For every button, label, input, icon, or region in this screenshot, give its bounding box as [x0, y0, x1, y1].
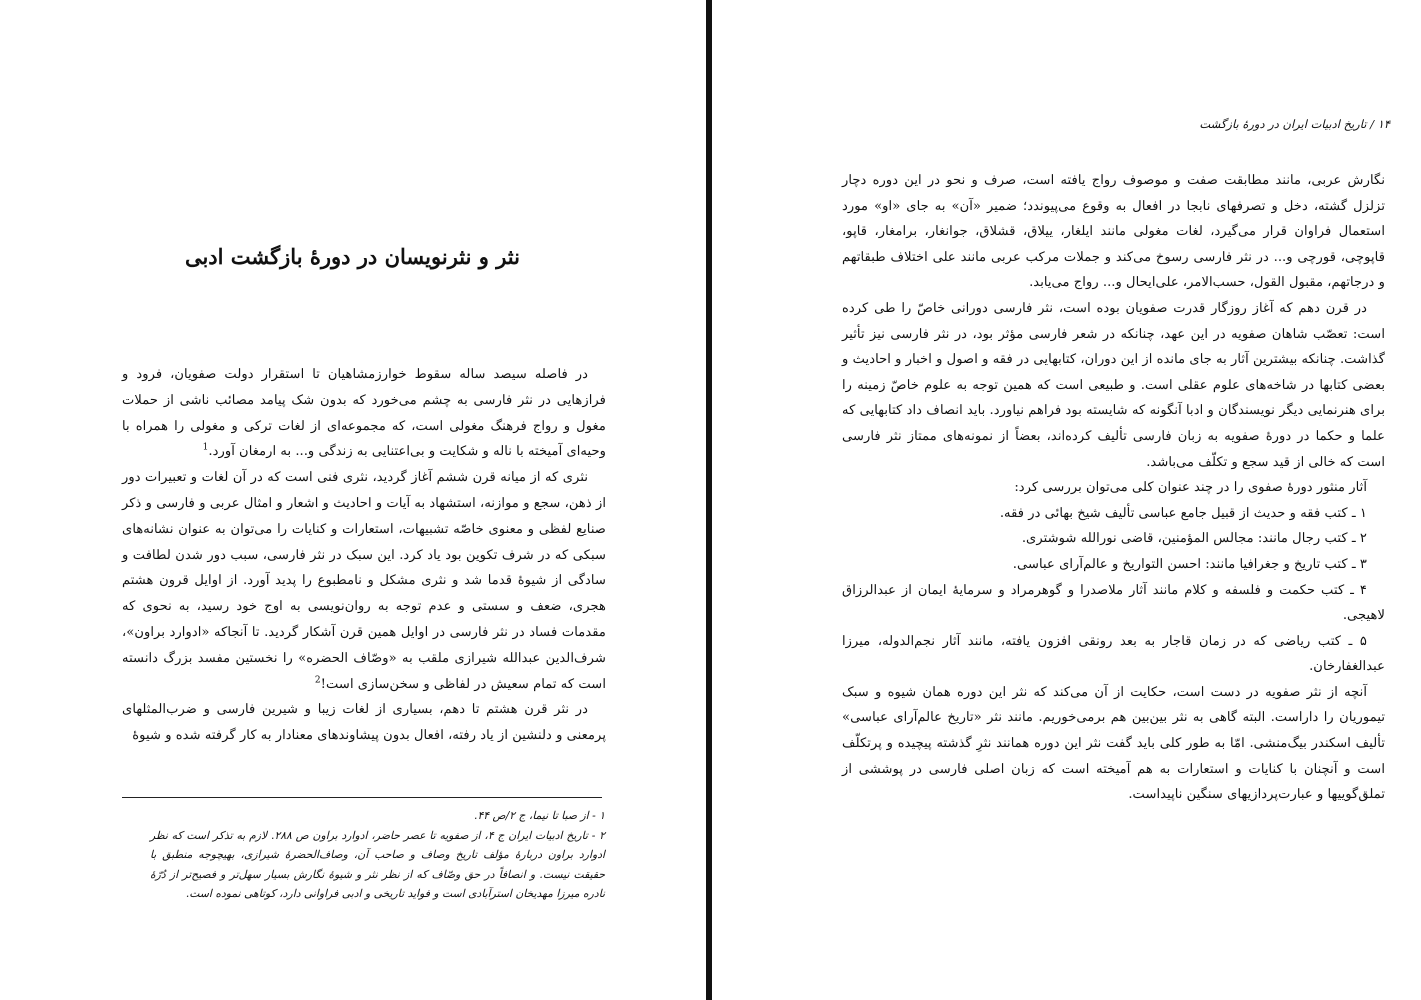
paragraph: نثری که از میانه قرن ششم آغاز گردید، نثری فنی است که در آن لغات و تعبیرات دور از ذهن، سجع و موازنه، استشهاد به آیات و احادیث و اشعار و امثال عربی و فارسی و ذکر صنایع لفظی و معنوی خاصّه تشبیهات، استعارات و کنایات را می‌توان به عنوان نشانه‌های سبکی که در شرف تکوین بود یاد کرد. این سبک در نثر فارسی، سبب دور شدن لطافت و سادگی از شیوهٔ قدما شد و نثری مشکل و نامطبوع را پدید آورد. از اوایل قرون هشتم هجری، ضعف و سستی و عدم توجه به روان‌نویسی به اوج خود رسید، به نحوی که مقدمات فساد در نثر فارسی در اوایل همین قرن آشکار گردید. تا آنجاکه «ادوارد براون»، شرف‌الدین عبدالله شیرازی ملقب به «وصّاف الحضره» را نخستین مفسد بزرگ دانسته است که تمام سعیش در لفاظی و سخن‌سازی است!$^2$ — [122, 470, 606, 692]
footnote-ref[interactable]: 2 — [314, 675, 321, 686]
footnote-ref[interactable]: 1 — [202, 443, 209, 453]
right-body-text — [842, 168, 1385, 808]
paragraph: آنچه از نثر صفویه در دست است، حکایت از آن می‌کند که نثر این دوره همان شیوه و سبک تیموریان را داراست. البته گاهی به نثر بین‌بین هم برمی‌خوریم. مانند نثر «تاریخ عالم‌آرای عباسی» تألیف اسکندر بیگ‌منشی. امّا به طور کلی باید گفت نثر این دوره همانند نثرِ گذشته پیچیده و پرتکلّف است و آنچنان با کنایات و استعارات به هم آمیخته است که زبان اصلی فارسی در پوششی از تملق‌گوییها و عبارت‌پردازیهای سنگین ناپیداست. — [842, 684, 1385, 803]
left-page — [0, 0, 706, 1000]
chapter-title: نثر و نثرنویسان در دورهٔ بازگشت ادبی — [184, 244, 520, 269]
list-item: ۵ ـ کتب ریاضی که در زمان قاجار به بعد رونقی افزون یافته، مانند آثار نجم‌الدوله، میرزا عبدالغفارخان. — [842, 633, 1385, 675]
footnote: ۲ - تاریخ ادبیات ایران ج ۴، از صفویه تا عصر حاضر، ادوارد براون ص ۲۸۸. لازم به تذکر است که نظر ادوارد براون دربارهٔ مؤلف تاریخ وصاف و صاحب آن، وصاف‌الحضرهٔ شیرازی، بهیچوجه منطبق با حقیقت نیست. و انصافاً در حق وصّاف که از نظر نثر و شیوهٔ نگارش بسیار سهل‌تر و فصیح‌تر از دُرّهٔ نادره میرزا مهدیخان استرآبادی است و فواید تاریخی و ادبی فراوانی دارد، کوتاهی نموده است. — [150, 828, 605, 901]
paragraph: در قرن دهم که آغاز روزگار قدرت صفویان بوده است، نثر فارسی دورانی خاصّ را طی کرده است: تعصّب شاهان صفویه در این عهد، چنانکه در شعر فارسی مؤثر بود، در نثر فارسی نیز تأثیر گذاشت. چنانکه بیشترین آثار به جای مانده از این دوران، کتابهایی در فقه و اصول و اخبار و احادیث و بعضی کتابها در شاخه‌های علوم عقلی است. و طبیعی است که همین توجه به علوم خاصّ زمینه را برای هنرنمایی دیگر نویسندگان و ادبا آنگونه که شایسته بود فراهم نیاورد. باید انصاف داد کتابهایی که علما و حکما در دورهٔ صفویه به زبان فارسی تألیف کرده‌اند، بعضاً از نمونه‌های ممتاز نثر فارسی است که خالی از قید سجع و تکلّف می‌باشد. — [842, 300, 1385, 470]
list-item: ۱ ـ کتب فقه و حدیث از قبیل جامع عباسی تألیف شیخ بهائی در فقه. — [999, 505, 1367, 521]
paragraph: آثار منثور دورهٔ صفوی را در چند عنوان کلی می‌توان بررسی کرد: — [1014, 480, 1367, 496]
list-item: ۳ ـ کتب تاریخ و جغرافیا مانند: احسن التواریخ و عالم‌آرای عباسی. — [1012, 556, 1367, 572]
paragraph: در نثر قرن هشتم تا دهم، بسیاری از لغات زیبا و شیرین فارسی و ضرب‌المثلهای پرمعنی و دلنشین از یاد رفته، افعال بدون پیشاوندهای معنادار به کار گرفته شده و شیوهٔ — [122, 702, 606, 744]
footnote-divider — [122, 797, 602, 798]
footnotes — [150, 806, 605, 904]
running-head: ۱۴ / تاریخ ادبیات ایران در دورهٔ بازگشت — [1199, 117, 1390, 131]
right-page — [712, 0, 1421, 1000]
footnote: ۱ - از صبا تا نیما، ج ۲/ص ۴۴. — [474, 809, 605, 822]
left-body-text — [122, 362, 606, 749]
list-item: ۴ ـ کتب حکمت و فلسفه و کلام مانند آثار ملاصدرا و گوهرمراد و سرمایهٔ ایمان از عبدالرزاق لاهیجی. — [842, 582, 1385, 624]
paragraph: نگارش عربی، مانند مطابقت صفت و موصوف رواج یافته است، صرف و نحو در این دوره دچار تزلزل گشته، دخل و تصرفهای نابجا در افعال به وقوع می‌پیوندد؛ ضمیر «آن» به جای «او» مورد استعمال فراوان قرار می‌گیرد، لغات مغولی مانند ایلغار، ییلاق، قشلاق، جوانغار، برامغار، قاپو، قاپوچی، قورچی و... در نثر فارسی رسوخ می‌کند و جملات مرکب عربی مانند علی اختلاف طبقاتهم و درجاتهم، مقبول القول، حسب‌الامر، علی‌ایحال و... رواج می‌یابد. — [842, 173, 1385, 291]
paragraph: در فاصله سیصد ساله سقوط خوارزمشاهیان تا استقرار دولت صفویان، فرود و فرازهایی در نثر فارسی به چشم می‌خورد که بدون شک پیامد مصائب ناشی از حملات مغول و رواج فرهنگ مغولی است، که مجموعه‌ای از لغات ترکی و مغولی را همراه با وحیه‌ای آمیخته با ناله و شکایت و بی‌اعتنایی به زندگی و... به ارمغان آورد.$^1$ — [122, 367, 606, 460]
list-item: ۲ ـ کتب رجال مانند: مجالس المؤمنین، قاضی نورالله شوشتری. — [1021, 531, 1367, 547]
